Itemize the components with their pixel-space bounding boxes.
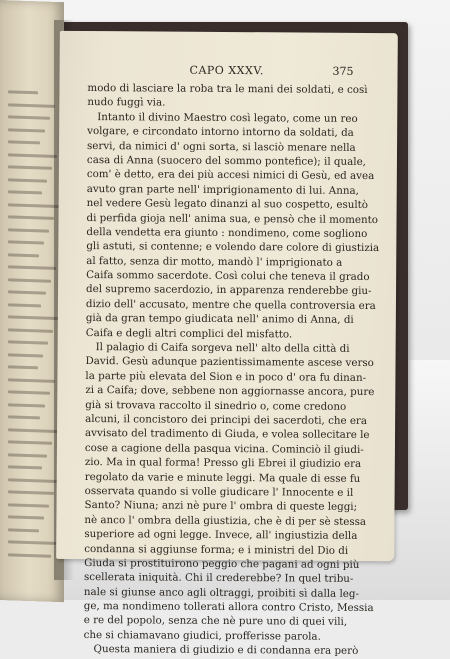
text-line: Santo? Niuna; anzi nè pure l' ombra di queste leggi;	[84, 499, 358, 514]
left-page-text-smudge	[8, 515, 44, 519]
text-line: casa di Anna (suocero del sommo pontefice); il quale,	[86, 153, 367, 168]
left-page-text-smudge	[8, 340, 48, 344]
left-page-text-smudge	[8, 178, 47, 182]
text-line: Giuda si prostituirono peggio che pagani ad ogni più	[84, 556, 360, 571]
text-line: gli astuti, si contenne; e volendo dare colore di giustizia	[86, 240, 380, 255]
text-line: servi, da nimici d' ogni sorta, si lasciò menare nella	[87, 139, 356, 154]
text-line: già da gran tempo giudicata nell' animo di Anna, di	[85, 312, 354, 327]
left-page-text-smudge	[8, 503, 49, 507]
text-line: del supremo sacerdozio, in apparenza renderebbe giu-	[86, 283, 372, 298]
left-page-text-smudge	[8, 553, 51, 558]
left-page-text-smudge	[8, 228, 49, 232]
left-page-text-smudge	[8, 290, 46, 294]
page-number: 375	[332, 64, 354, 78]
left-page-text-smudge	[8, 490, 54, 495]
left-page-text-smudge	[8, 115, 50, 119]
text-line: nel vedere Gesù legato dinanzi al suo cospetto, esultò	[86, 197, 369, 212]
text-line: superiore ad ogni legge. Invece, all' ingiustizia della	[84, 528, 358, 543]
left-page-text-smudge	[8, 403, 45, 407]
text-line: Il palagio di Caifa sorgeva nell' alto della città di	[95, 341, 350, 355]
text-line: Caifa e degli altri complici del misfatto.	[85, 326, 293, 341]
text-line: della vendetta era giunto : nondimeno, come sogliono	[86, 225, 368, 240]
text-line: cose a cagione della pasqua vicina. Cominciò il giudi-	[84, 441, 364, 456]
text-line: alcuni, il concistoro dei principi dei sacerdoti, che era	[85, 412, 368, 427]
text-line: regolato da varie e minute leggi. Ma quale di esse fu	[84, 470, 361, 485]
left-page-text-smudge	[8, 415, 40, 419]
text-line: di perfida gioja nell' anima sua, e pensò che il momento	[86, 211, 379, 226]
left-page-text-smudge	[8, 165, 52, 170]
text-line: al fatto, senza dir motto, mandò l' imprigionato a	[86, 254, 343, 269]
chapter-heading: CAPO XXXV.	[189, 63, 264, 78]
left-page-text-smudge	[8, 90, 38, 94]
left-page-text-smudge	[8, 365, 38, 369]
text-line: Questa maniera di giudizio e di condanna era però	[93, 643, 359, 658]
right-page	[56, 31, 398, 658]
text-line: che si chiamavano giudici, profferisse parola.	[83, 628, 321, 643]
text-line: avuto gran parte nell' imprigionamento di lui. Anna,	[86, 182, 359, 197]
text-line: nè anco l' ombra della giustizia, che è di per sè stessa	[84, 513, 367, 528]
text-line: e re del popolo, senza che nè pure uno di quei vili,	[83, 614, 348, 629]
left-page-text-smudge	[8, 103, 55, 108]
left-page-text-smudge	[8, 390, 50, 394]
text-line: volgare, e circondato intorno intorno da soldati, da	[87, 125, 354, 140]
left-page-text-smudge	[8, 265, 56, 270]
text-line: zio. Ma in qual forma! Presso gli Ebrei il giudizio era	[84, 456, 362, 471]
left-page-text-smudge	[8, 428, 57, 433]
text-line: dizio dell' accusato, mentre che quella controversia era	[85, 297, 376, 312]
text-line: già si trovava raccolto il sinedrio o, come credono	[85, 398, 347, 413]
left-page-text-smudge	[8, 378, 55, 383]
text-line: nudo fuggì via.	[87, 96, 166, 109]
left-page-text-smudge	[8, 315, 58, 320]
left-page-text-smudge	[8, 253, 39, 257]
text-line: Intanto il divino Maestro così legato, come un reo	[97, 110, 358, 125]
left-page-text-smudge	[8, 128, 45, 132]
body-text	[83, 81, 383, 659]
left-page-text-smudge	[8, 140, 40, 144]
running-header	[60, 63, 398, 79]
left-page-text-smudge	[8, 303, 41, 307]
left-page-text-smudge	[8, 440, 52, 445]
left-page-text-smudge	[8, 528, 39, 532]
text-line: nale si giunse anco agli oltraggi, proibiti sì dalla leg-	[83, 585, 359, 600]
left-page-text-smudge	[8, 353, 43, 357]
text-line: scellerata iniquità. Chi il crederebbe? In quel tribu-	[83, 571, 354, 586]
left-page-text-smudge	[8, 203, 59, 208]
left-page-text-smudge	[8, 328, 53, 333]
text-line: avvisato del tradimento di Giuda, e volea sollecitare le	[84, 427, 370, 442]
text-line: modo di lasciare la roba tra le mani dei soldati, e così	[87, 82, 368, 96]
left-page-text-smudge	[8, 240, 44, 244]
text-line: osservata quando si volle giudicare l' Innocente e il	[84, 484, 354, 499]
left-page-text-smudge	[8, 278, 51, 283]
left-page-text-smudge	[8, 478, 59, 483]
text-line: David. Gesù adunque pazientissimamente ascese verso	[85, 355, 374, 370]
left-page-text-smudge	[8, 465, 42, 469]
text-line: zi a Caifa; dove, sebbene non aggiornasse ancora, pure	[85, 384, 375, 399]
left-page-text-smudge	[8, 190, 42, 194]
text-line: la parte più elevata del Sion e in poco d' ora fu dinan-	[85, 369, 367, 384]
left-page-text-smudge	[8, 540, 56, 545]
left-page-text-smudge	[8, 153, 57, 158]
left-page-text-smudge	[8, 453, 47, 457]
text-line: com' è detto, era dei più accesi nimici di Gesù, ed avea	[86, 168, 375, 183]
text-line: condanna si aggiunse forma; e i ministri del Dio di	[84, 542, 349, 557]
text-line: Caifa sommo sacerdote. Così colui che teneva il grado	[86, 269, 370, 284]
text-line: ge, ma nondimeno tollerati allora contro Cristo, Messia	[83, 600, 374, 615]
left-page-text-smudge	[8, 215, 54, 220]
